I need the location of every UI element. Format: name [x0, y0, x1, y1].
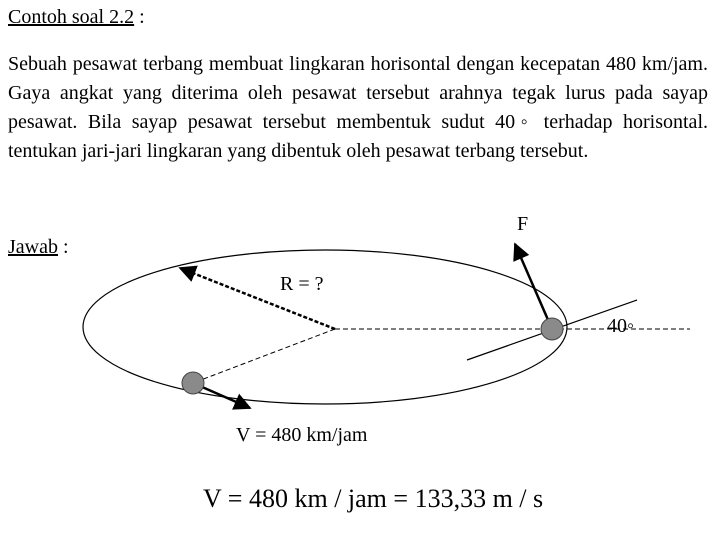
answer-label: Jawab	[8, 236, 58, 258]
lift-force-arrow	[515, 244, 552, 329]
velocity-label: V = 480 km/jam	[236, 424, 368, 446]
radius-line	[193, 329, 335, 383]
example-title-suffix: :	[134, 6, 145, 28]
radius-label: R = ?	[280, 273, 324, 295]
airplane-right	[541, 318, 563, 340]
answer-label-suffix: :	[57, 236, 69, 258]
example-title: Contoh soal 2.2	[8, 6, 135, 28]
angle-label: 40◦	[607, 315, 635, 337]
velocity-conversion-formula: V = 480 km / jam = 133,33 m / s	[203, 484, 544, 513]
force-label: F	[517, 213, 529, 235]
airplane-left	[182, 372, 204, 394]
circular-path	[83, 250, 567, 404]
problem-statement: Sebuah pesawat terbang membuat lingkaran horisontal dengan kecepatan 480 km/jam. Gaya angkat yang diterima oleh pesawat tersebut arahnya tegak lurus pada sayap pesawat. Bila sayap pesawat tersebut membentuk sudut 40◦ terhadap horisontal. tentukan jari-jari lingkaran yang dibentuk oleh pesawat terbang tersebut.	[8, 53, 708, 162]
